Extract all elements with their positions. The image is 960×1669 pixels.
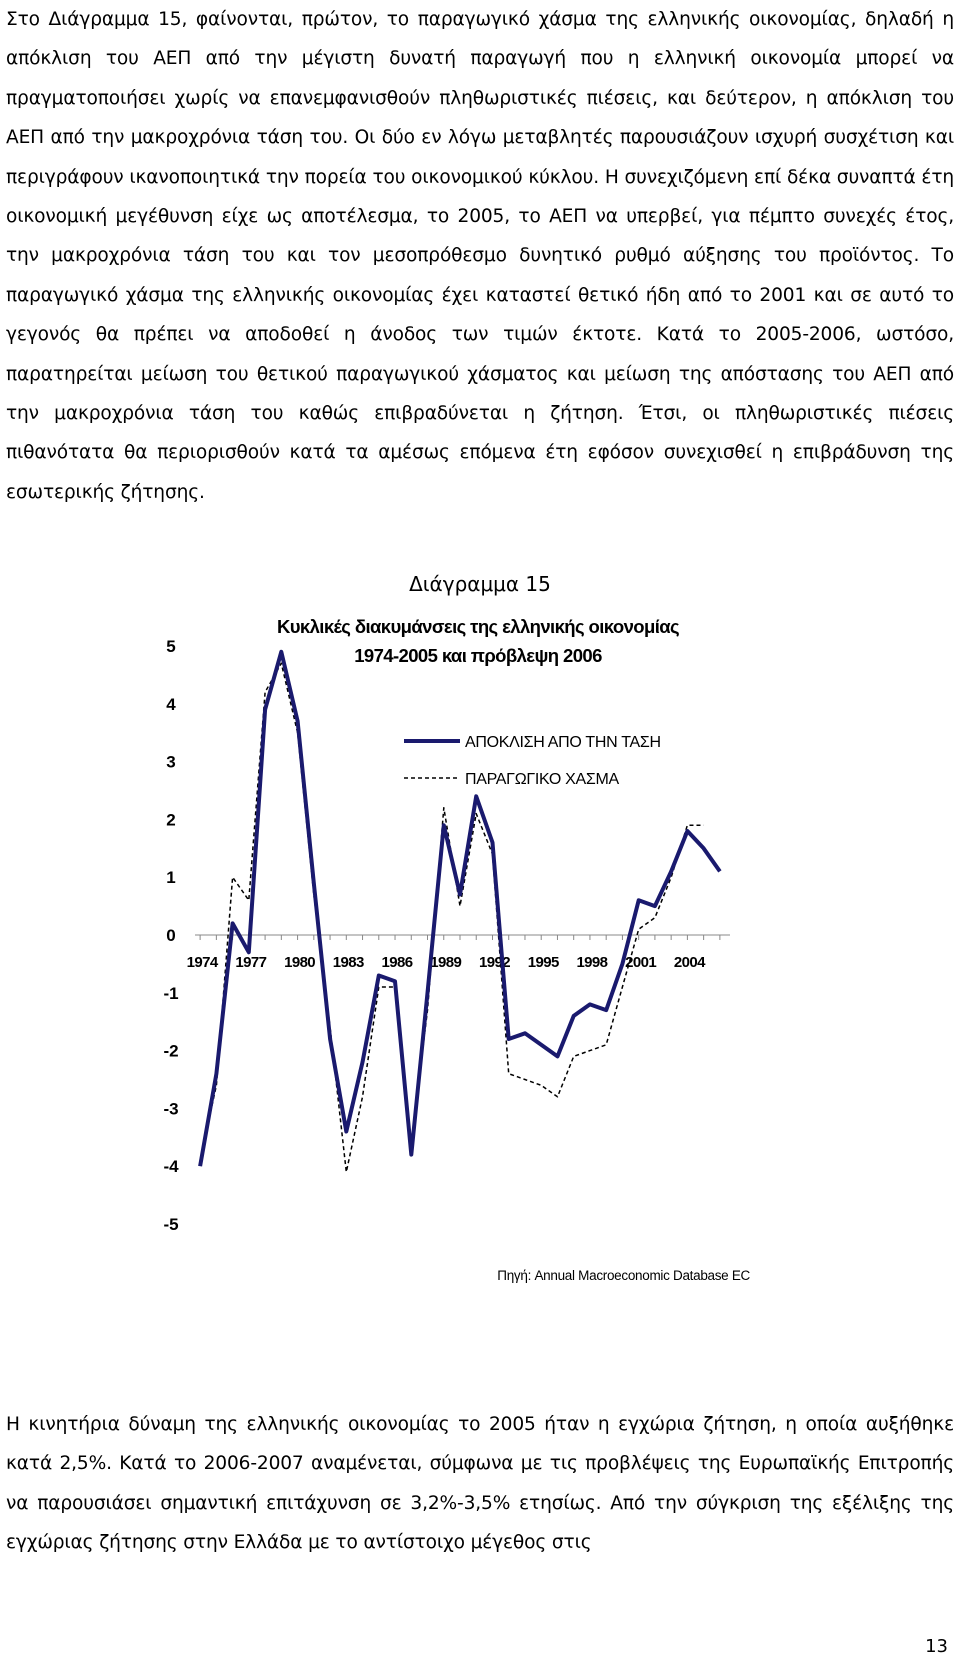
x-tick-label: 1986	[381, 954, 413, 971]
x-tick-label: 1992	[478, 954, 510, 971]
x-tick-label: 1974	[186, 954, 218, 971]
y-tick-label: 1	[166, 868, 176, 888]
chart-title-line2: 1974-2005 και πρόβλεψη 2006	[354, 645, 602, 666]
x-tick-label: 1980	[284, 954, 316, 971]
closing-paragraph: Η κινητήρια δύναμη της ελληνικής οικονομίας το 2005 ήταν η εγχώρια ζήτηση, η οποία αυξήθηκε κατά 2,5%. Κατά το 2006-2007 αναμένεται, σύμφωνα με τις προβλέψεις της Ευρωπαϊκής Επιτροπής να παρουσιάσει σημαντική επιτάχυνση σε 3,2%-3,5% ετησίως. Από την σύγκριση της εξέλιξης της εγχώριας ζήτησης στην Ελλάδα με το αντίστοιχο μέγεθος στις	[6, 1414, 954, 1554]
legend-label-trend-deviation: ΑΠΟΚΛΙΣΗ ΑΠΟ ΤΗΝ ΤΑΣΗ	[465, 734, 661, 751]
x-tick-label: 1998	[576, 954, 608, 971]
intro-paragraph: Στο Διάγραμμα 15, φαίνονται, πρώτον, το παραγωγικό χάσμα της ελληνικής οικονομίας, δηλαδή η απόκλιση του ΑΕΠ από την μέγιστη δυνατή παραγωγή που η ελληνική οικονομία μπορεί να πραγματοποιήσει χωρίς να επανεμφανισθούν πληθωριστικές πιέσεις, και δεύτερον, η απόκλιση του ΑΕΠ από την μακροχρόνια τάση του. Οι δύο εν λόγω μεταβλητές παρουσιάζουν ισχυρή συσχέτιση και περιγράφουν ικανοποιητικά την πορεία του οικονομικού κύκλου. Η συνεχιζόμενη επί δέκα συναπτά έτη οικονομική μεγέθυνση είχε ως αποτέλεσμα, το 2005, το ΑΕΠ να υπερβεί, για πέμπτο συνεχές έτος, την μακροχρόνια τάση του και τον μεσοπρόθεσμο δυνητικό ρυθμό αύξησης του προϊόντος. Το παραγωγικό χάσμα της ελληνικής οικονομίας έχει καταστεί θετικό ήδη από το 2001 και σε αυτό το γεγονός θα πρέπει να αποδοθεί η άνοδος των τιμών έκτοτε. Κατά το 2005-2006, ωστόσο, παρατηρείται μείωση του θετικού παραγωγικού χάσματος και μείωση της απόστασης του ΑΕΠ από την μακροχρόνια τάση του καθώς επιβραδύνεται η ζήτηση. Έτσι, οι πληθωριστικές πιέσεις πιθανότατα θα περιορισθούν κατά τα αμέσως επόμενα έτη εφόσον συνεχισθεί η επιβράδυνση της εσωτερικής ζήτησης.	[6, 9, 954, 503]
y-tick-label: 2	[166, 810, 176, 830]
x-tick-label: 2004	[673, 954, 705, 971]
x-axis-tick-marks	[200, 935, 720, 940]
y-tick-label: -2	[163, 1041, 179, 1061]
x-tick-label: 1977	[235, 954, 267, 971]
x-tick-label: 1995	[527, 954, 559, 971]
y-tick-label: 0	[166, 926, 176, 945]
y-axis	[163, 637, 179, 1234]
legend-label-output-gap: ΠΑΡΑΓΩΓΙΚΟ ΧΑΣΜΑ	[465, 771, 619, 788]
y-tick-label: 3	[166, 752, 176, 772]
series-line-trend-deviation	[200, 652, 720, 1166]
chart-source: Πηγή: Annual Macroeconomic Database EC	[497, 1268, 750, 1283]
y-tick-label: -4	[163, 1157, 179, 1177]
x-tick-label: 1983	[332, 954, 364, 971]
chart-title-line1: Κυκλικές διακυμάνσεις της ελληνικής οικονομίας	[276, 616, 680, 637]
series-layer	[200, 652, 720, 1172]
figure-label: Διάγραμμα 15	[409, 572, 551, 596]
x-tick-label: 2001	[625, 954, 657, 971]
page-number: 13	[925, 1636, 948, 1657]
legend	[404, 734, 661, 788]
y-tick-label: -1	[163, 983, 179, 1003]
y-tick-label: -3	[163, 1099, 179, 1119]
x-tick-label: 1989	[430, 954, 462, 971]
y-tick-label: 5	[166, 637, 176, 656]
cyclical-fluctuations-chart	[0, 610, 960, 1310]
y-tick-label: 4	[166, 694, 176, 714]
y-tick-label: -5	[163, 1215, 179, 1234]
